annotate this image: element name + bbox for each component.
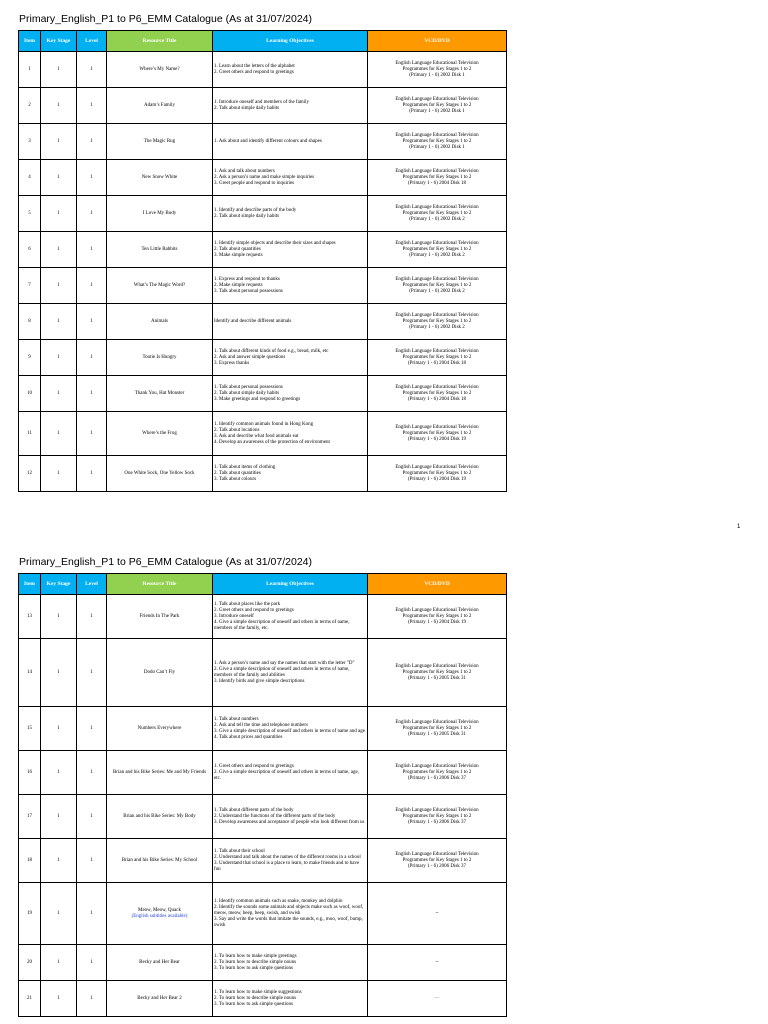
- table-row: [19, 304, 507, 340]
- resource-title-text: Where’s the Frog: [142, 430, 177, 436]
- cell-learning-objectives: 1. To learn how to make simple greetings 2. To learn how to describe simple nouns 3. To learn how to ask simple questions: [213, 945, 368, 981]
- cell-learning-objectives: 1. To learn how to make simple suggestions 2. To learn how to describe simple nouns 3. To learn how to ask simple questions: [213, 981, 368, 1017]
- cell-level: 1: [77, 52, 107, 88]
- resource-title-text: Brian and his Bike Series: My Body: [123, 813, 196, 819]
- cell-item: 18: [19, 839, 41, 883]
- cell-key-stage: 1: [41, 751, 77, 795]
- cell-level: 1: [77, 268, 107, 304]
- cell-learning-objectives: Identify and describe different animals: [213, 304, 368, 340]
- cell-learning-objectives: 1. Ask a person’s name and say the names that start with the letter "D" 2. Give a simple description of oneself and others in terms of name, members of the family and abilities 3. Identify birds and give simple descriptions: [213, 639, 368, 707]
- cell-level: 1: [77, 595, 107, 639]
- cell-learning-objectives: 1. Introduce oneself and members of the family 2. Talk about simple daily habits: [213, 88, 368, 124]
- cell-key-stage: 1: [41, 232, 77, 268]
- cell-level: 1: [77, 639, 107, 707]
- cell-level: 1: [77, 160, 107, 196]
- resource-title-text: Brian and his Bike Series: My School: [121, 857, 198, 863]
- table-row: [19, 196, 507, 232]
- cell-learning-objectives: 1. Talk about places like the park 2. Greet others and respond to greetings 3. Introduce oneself 4. Give a simple description of oneself and others in terms of name, members of the family, etc.: [213, 595, 368, 639]
- cell-resource-title: [107, 88, 213, 124]
- cell-learning-objectives: 1. Express and respond to thanks 2. Make simple requests 3. Talk about personal possessions: [213, 268, 368, 304]
- cell-item: 7: [19, 268, 41, 304]
- cell-item: 11: [19, 412, 41, 456]
- cell-key-stage: 1: [41, 981, 77, 1017]
- cell-vcd-dvd: English Language Educational Television Programmes for Key Stages 1 to 2 (Primary 1 - 6) 2004 Disk 19: [368, 456, 507, 492]
- resource-title-text: One White Sock, One Yellow Sock: [124, 470, 195, 476]
- table-header-row: [19, 574, 507, 595]
- cell-resource-title: [107, 232, 213, 268]
- cell-key-stage: 1: [41, 883, 77, 945]
- table-row: [19, 707, 507, 751]
- cell-learning-objectives: 1. Ask about and identify different colours and shapes: [213, 124, 368, 160]
- cell-level: 1: [77, 304, 107, 340]
- table-row: [19, 883, 507, 945]
- cell-key-stage: 1: [41, 707, 77, 751]
- cell-vcd-dvd: English Language Educational Television Programmes for Key Stages 1 to 2 (Primary 1 - 6) 2004 Disk 18: [368, 340, 507, 376]
- cell-resource-title: [107, 795, 213, 839]
- header-level: Level: [77, 574, 107, 595]
- cell-resource-title: [107, 376, 213, 412]
- table-row: [19, 268, 507, 304]
- cell-level: 1: [77, 196, 107, 232]
- table-row: [19, 88, 507, 124]
- cell-vcd-dvd: English Language Educational Television Programmes for Key Stages 1 to 2 (Primary 1 - 6) 2002 Disk 2: [368, 268, 507, 304]
- cell-key-stage: 1: [41, 945, 77, 981]
- header-vcd-dvd: VCD/DVD: [368, 574, 507, 595]
- cell-item: 14: [19, 639, 41, 707]
- cell-key-stage: 1: [41, 412, 77, 456]
- resource-title-text: I Love My Body: [142, 210, 177, 216]
- resource-title-text: The Magic Rug: [143, 138, 176, 144]
- cell-learning-objectives: 1. Talk about personal possessions 2. Talk about simple daily habits 3. Make greetings and respond to greetings: [213, 376, 368, 412]
- cell-level: 1: [77, 456, 107, 492]
- resource-title-text: Brian and his Bike Series: Me and My Friends: [112, 769, 207, 775]
- resource-title-text: Animals: [151, 318, 168, 324]
- cell-level: 1: [77, 412, 107, 456]
- page-title-2: Primary_English_P1 to P6_EMM Catalogue (As at 31/07/2024): [19, 556, 312, 568]
- table-row: [19, 124, 507, 160]
- cell-key-stage: 1: [41, 456, 77, 492]
- cell-level: 1: [77, 981, 107, 1017]
- cell-vcd-dvd: English Language Educational Television Programmes for Key Stages 1 to 2 (Primary 1 - 6) 2006 Disk 37: [368, 839, 507, 883]
- cell-key-stage: 1: [41, 196, 77, 232]
- cell-key-stage: 1: [41, 52, 77, 88]
- cell-key-stage: 1: [41, 595, 77, 639]
- cell-resource-title: [107, 639, 213, 707]
- cell-vcd-dvd: English Language Educational Television Programmes for Key Stages 1 to 2 (Primary 1 - 6) 2005 Disk 31: [368, 707, 507, 751]
- cell-item: 8: [19, 304, 41, 340]
- cell-item: 9: [19, 340, 41, 376]
- cell-level: 1: [77, 232, 107, 268]
- cell-item: 16: [19, 751, 41, 795]
- cell-vcd-dvd: ---: [368, 981, 507, 1017]
- catalogue-table-2: [18, 573, 507, 1017]
- table-header-row: [19, 31, 507, 52]
- catalogue-table: [18, 30, 507, 492]
- cell-level: 1: [77, 340, 107, 376]
- cell-key-stage: 1: [41, 639, 77, 707]
- cell-vcd-dvd: English Language Educational Television Programmes for Key Stages 1 to 2 (Primary 1 - 6) 2004 Disk 19: [368, 595, 507, 639]
- header-key-stage: Key Stage: [41, 31, 77, 52]
- cell-learning-objectives: 1. Identify common animals found in Hong Kong 2. Talk about locations 3. Ask and describe what food animals eat 4. Develop an awareness of the protection of environment: [213, 412, 368, 456]
- cell-resource-title: [107, 268, 213, 304]
- cell-key-stage: 1: [41, 839, 77, 883]
- cell-level: 1: [77, 795, 107, 839]
- table-row: [19, 639, 507, 707]
- cell-level: 1: [77, 839, 107, 883]
- cell-vcd-dvd: English Language Educational Television Programmes for Key Stages 1 to 2 (Primary 1 - 6) 2004 Disk 19: [368, 412, 507, 456]
- cell-item: 1: [19, 52, 41, 88]
- cell-vcd-dvd: English Language Educational Television Programmes for Key Stages 1 to 2 (Primary 1 - 6) 2002 Disk 2: [368, 304, 507, 340]
- cell-vcd-dvd: English Language Educational Television Programmes for Key Stages 1 to 2 (Primary 1 - 6) 2002 Disk 2: [368, 232, 507, 268]
- cell-item: 15: [19, 707, 41, 751]
- cell-key-stage: 1: [41, 160, 77, 196]
- cell-key-stage: 1: [41, 304, 77, 340]
- resource-title-text: What’s The Magic Word?: [133, 282, 186, 288]
- cell-vcd-dvd: English Language Educational Television Programmes for Key Stages 1 to 2 (Primary 1 - 6) 2002 Disk 1: [368, 124, 507, 160]
- table-row: [19, 945, 507, 981]
- resource-title-text: Thank You, Hat Monster: [134, 390, 185, 396]
- header-level: Level: [77, 31, 107, 52]
- cell-level: 1: [77, 945, 107, 981]
- table-row: [19, 412, 507, 456]
- table-row: [19, 595, 507, 639]
- cell-vcd-dvd: English Language Educational Television Programmes for Key Stages 1 to 2 (Primary 1 - 6) 2004 Disk 18: [368, 376, 507, 412]
- table-row: [19, 376, 507, 412]
- header-resource-title: Resource Title: [107, 31, 213, 52]
- cell-learning-objectives: 1. Identify and describe parts of the body 2. Talk about simple daily habits: [213, 196, 368, 232]
- cell-resource-title: [107, 304, 213, 340]
- cell-vcd-dvd: English Language Educational Television Programmes for Key Stages 1 to 2 (Primary 1 - 6) 2002 Disk 1: [368, 88, 507, 124]
- cell-learning-objectives: 1. Talk about different parts of the body 2. Understand the functions of the different parts of the body 3. Develop awareness and acceptance of people who look different from us: [213, 795, 368, 839]
- cell-key-stage: 1: [41, 268, 77, 304]
- cell-key-stage: 1: [41, 340, 77, 376]
- table-row: [19, 981, 507, 1017]
- table-row: [19, 751, 507, 795]
- cell-resource-title: [107, 160, 213, 196]
- cell-resource-title: [107, 124, 213, 160]
- resource-title-text: Friends In The Park: [139, 613, 180, 619]
- cell-key-stage: 1: [41, 88, 77, 124]
- header-learning-objectives: Learning Objectives: [213, 574, 368, 595]
- cell-resource-title: [107, 945, 213, 981]
- page-title: Primary_English_P1 to P6_EMM Catalogue (As at 31/07/2024): [19, 13, 312, 25]
- cell-vcd-dvd: English Language Educational Television Programmes for Key Stages 1 to 2 (Primary 1 - 6) 2002 Disk 1: [368, 52, 507, 88]
- cell-item: 19: [19, 883, 41, 945]
- cell-vcd-dvd: English Language Educational Television Programmes for Key Stages 1 to 2 (Primary 1 - 6) 2005 Disk 31: [368, 639, 507, 707]
- header-learning-objectives: Learning Objectives: [213, 31, 368, 52]
- resource-title-text: New Snow White: [141, 174, 178, 180]
- cell-item: 10: [19, 376, 41, 412]
- cell-level: 1: [77, 751, 107, 795]
- cell-key-stage: 1: [41, 124, 77, 160]
- cell-vcd-dvd: English Language Educational Television Programmes for Key Stages 1 to 2 (Primary 1 - 6) 2006 Disk 37: [368, 751, 507, 795]
- resource-title-text: Becky and Her Bear 2: [137, 995, 182, 1001]
- table-row: [19, 52, 507, 88]
- table-row: [19, 839, 507, 883]
- header-key-stage: Key Stage: [41, 574, 77, 595]
- cell-learning-objectives: 1. Learn about the letters of the alphabet 2. Greet others and respond to greetings: [213, 52, 368, 88]
- resource-title-text: Meow, Meow, Quack: [138, 907, 181, 913]
- resource-title-text: Numbers Everywhere: [137, 725, 182, 731]
- table-row: [19, 232, 507, 268]
- table-row: [19, 160, 507, 196]
- cell-resource-title: [107, 52, 213, 88]
- table-row: [19, 340, 507, 376]
- cell-learning-objectives: 1. Talk about their school 2. Understand and talk about the names of the different rooms in a school 3. Understand that school is a place to learn, to make friends and to have fun: [213, 839, 368, 883]
- resource-title-text: Tootie Is Hungry: [142, 354, 177, 360]
- cell-item: 13: [19, 595, 41, 639]
- cell-item: 2: [19, 88, 41, 124]
- cell-item: 17: [19, 795, 41, 839]
- cell-item: 12: [19, 456, 41, 492]
- cell-learning-objectives: 1. Identify common animals such as snake, monkey and dolphin 2. Identify the sounds some animals and objects make such as woof, woof, meow, meow, beep, beep, swish, and swish 3. Say and write the words that imitate the sounds, e.g., moo, woof, bump, swish: [213, 883, 368, 945]
- resource-title-text: Dodo Can’t Fly: [143, 669, 176, 675]
- cell-resource-title: [107, 883, 213, 945]
- cell-level: 1: [77, 376, 107, 412]
- cell-item: 6: [19, 232, 41, 268]
- cell-key-stage: 1: [41, 795, 77, 839]
- resource-subtitle-note: (English subtitles available): [131, 913, 188, 919]
- cell-resource-title: [107, 456, 213, 492]
- cell-resource-title: [107, 751, 213, 795]
- cell-learning-objectives: 1. Talk about items of clothing 2. Talk about quantities 3. Talk about colours: [213, 456, 368, 492]
- cell-learning-objectives: 1. Talk about different kinds of food e.g., bread, milk, etc 2. Ask and answer simple questions 3. Express thanks: [213, 340, 368, 376]
- cell-resource-title: [107, 839, 213, 883]
- header-resource-title: Resource Title: [107, 574, 213, 595]
- resource-title-text: Adam’s Family: [144, 102, 175, 108]
- cell-level: 1: [77, 707, 107, 751]
- cell-learning-objectives: 1. Greet others and respond to greetings 2. Give a simple description of oneself and others in terms of name, age, etc.: [213, 751, 368, 795]
- cell-item: 3: [19, 124, 41, 160]
- cell-resource-title: [107, 595, 213, 639]
- cell-resource-title: [107, 340, 213, 376]
- cell-level: 1: [77, 883, 107, 945]
- cell-level: 1: [77, 88, 107, 124]
- table-row: [19, 456, 507, 492]
- cell-learning-objectives: 1. Identify simple objects and describe their sizes and shapes 2. Talk about quantities 3. Make simple requests: [213, 232, 368, 268]
- cell-item: 20: [19, 945, 41, 981]
- cell-item: 4: [19, 160, 41, 196]
- page-number: 1: [737, 524, 741, 530]
- table-row: [19, 795, 507, 839]
- cell-vcd-dvd: –: [368, 945, 507, 981]
- cell-resource-title: [107, 981, 213, 1017]
- header-item: Item: [19, 31, 41, 52]
- cell-resource-title: [107, 412, 213, 456]
- cell-level: 1: [77, 124, 107, 160]
- resource-title-text: Ten Little Rabbits: [141, 246, 178, 252]
- header-vcd-dvd: VCD/DVD: [368, 31, 507, 52]
- cell-resource-title: [107, 707, 213, 751]
- cell-item: 5: [19, 196, 41, 232]
- cell-resource-title: [107, 196, 213, 232]
- cell-vcd-dvd: English Language Educational Television Programmes for Key Stages 1 to 2 (Primary 1 - 6) 2002 Disk 2: [368, 196, 507, 232]
- header-item: Item: [19, 574, 41, 595]
- cell-vcd-dvd: English Language Educational Television Programmes for Key Stages 1 to 2 (Primary 1 - 6) 2006 Disk 37: [368, 795, 507, 839]
- cell-vcd-dvd: –: [368, 883, 507, 945]
- resource-title-text: Where’s My Name?: [139, 66, 180, 72]
- cell-vcd-dvd: English Language Educational Television Programmes for Key Stages 1 to 2 (Primary 1 - 6) 2004 Disk 18: [368, 160, 507, 196]
- cell-key-stage: 1: [41, 376, 77, 412]
- cell-learning-objectives: 1. Talk about numbers 2. Ask and tell the time and telephone numbers 3. Give a simple description of oneself and others in terms of name and age 4. Talk about prices and quantities: [213, 707, 368, 751]
- resource-title-text: Becky and Her Bear: [139, 959, 180, 965]
- cell-learning-objectives: 1. Ask and talk about numbers 2. Ask a person’s name and make simple inquiries 3. Greet people and respond to inquiries: [213, 160, 368, 196]
- cell-item: 21: [19, 981, 41, 1017]
